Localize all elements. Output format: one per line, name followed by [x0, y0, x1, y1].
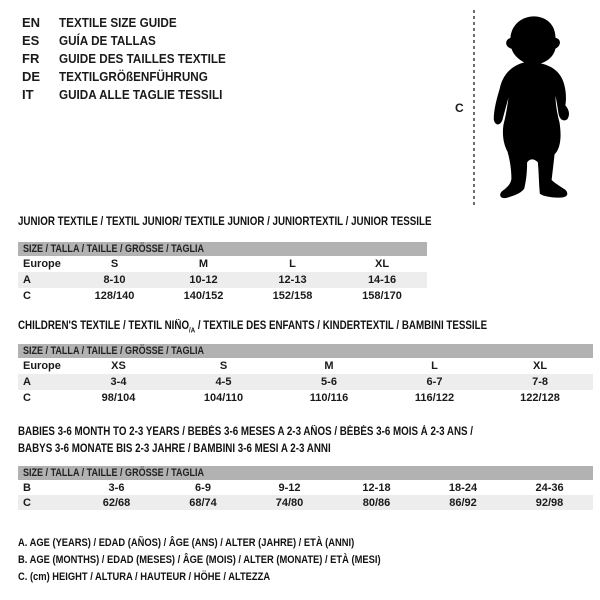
- size-cell: 7-8: [487, 374, 593, 390]
- size-cell: 24-36: [535, 481, 564, 494]
- row-label: A: [18, 374, 66, 390]
- size-cell: 92/98: [506, 495, 593, 510]
- baby-silhouette-icon: [483, 7, 581, 206]
- size-cell: L: [289, 258, 296, 270]
- babies-table-title-line1: BABIES 3-6 MONTH TO 2-3 YEARS / BEBÉS 3-6 MESES A 2-3 AÑOS / BÉBÉS 3-6 MOIS À 2-3 ANS /: [18, 426, 474, 438]
- language-title: GUIDE DES TAILLES TEXTILE: [59, 50, 226, 66]
- footnote-b: B. AGE (MONTHS) / EDAD (MESES) / ÂGE (MOIS) / ALTER (MONATE) / ETÀ (MESI): [18, 554, 381, 566]
- language-row: [22, 67, 244, 85]
- size-cell: 140/152: [183, 290, 224, 302]
- junior-size-table: [18, 242, 427, 304]
- size-cell: 9-12: [278, 481, 301, 494]
- height-measure-line: [473, 10, 475, 207]
- table-row: [18, 480, 593, 495]
- size-cell: 4-5: [171, 374, 276, 390]
- size-cell: XL: [374, 258, 390, 270]
- size-cell: 6-9: [195, 481, 211, 494]
- size-cell: 62/68: [73, 495, 160, 510]
- size-cell: 110/116: [309, 392, 349, 404]
- language-title: TEXTILE SIZE GUIDE: [59, 14, 177, 30]
- size-cell: 3-6: [108, 481, 125, 494]
- row-label: A: [18, 272, 70, 288]
- height-measure-label: C: [455, 101, 464, 115]
- row-label: Europe: [23, 258, 61, 270]
- language-code: FR: [22, 50, 40, 66]
- children-size-table: [18, 344, 593, 406]
- footnote-c: C. (cm) HEIGHT / ALTURA / HAUTEUR / HÖHE / ALTEZZA: [18, 571, 271, 583]
- size-cell: 104/110: [203, 392, 244, 404]
- size-header-row: [18, 344, 593, 358]
- size-cell: 122/128: [520, 392, 560, 404]
- size-cell: 158/170: [362, 290, 402, 302]
- size-header-cell: [18, 242, 427, 256]
- language-title: TEXTILGRÖßENFÜHRUNG: [59, 68, 208, 84]
- junior-table-title: JUNIOR TEXTILE / TEXTIL JUNIOR/ TEXTILE JUNIOR / JUNIORTEXTIL / JUNIOR TESSILE: [18, 216, 432, 228]
- size-cell: 12-13: [248, 272, 337, 288]
- language-title: GUIDA ALLE TAGLIE TESSILI: [59, 86, 223, 102]
- language-code: IT: [22, 86, 34, 102]
- babies-table-title-line2: BABYS 3-6 MONATE BIS 2-3 JAHRE / BAMBINI 3-6 MESI A 2-3 ANNI: [18, 443, 331, 455]
- size-cell: 98/104: [101, 392, 136, 404]
- size-cell: 8-10: [70, 272, 159, 288]
- size-header-label: SIZE / TALLA / TAILLE / GRÖSSE / TAGLIA: [23, 243, 205, 255]
- size-header-row: [18, 242, 427, 256]
- size-cell: 80/86: [333, 495, 420, 510]
- size-cell: 14-16: [337, 272, 427, 288]
- size-header-cell: [18, 466, 593, 480]
- size-header-label: SIZE / TALLA / TAILLE / GRÖSSE / TAGLIA: [23, 345, 205, 357]
- size-cell: L: [431, 360, 438, 372]
- size-cell: M: [198, 258, 209, 270]
- row-label: C: [23, 290, 31, 302]
- language-row: [22, 85, 244, 103]
- row-label: C: [18, 495, 73, 510]
- row-label: B: [23, 481, 31, 494]
- table-row: [18, 288, 427, 304]
- table-row: [18, 374, 593, 390]
- language-header: [22, 13, 244, 103]
- language-code: EN: [22, 14, 41, 30]
- row-label: Europe: [23, 360, 61, 372]
- size-cell: 86/92: [420, 495, 506, 510]
- children-title-prefix: CHILDREN'S TEXTILE / TEXTIL NIÑO: [18, 320, 190, 332]
- footnote-a: A. AGE (YEARS) / EDAD (AÑOS) / ÂGE (ANS) / ALTER (JAHRE) / ETÀ (ANNI): [18, 537, 355, 549]
- size-cell: S: [110, 258, 119, 270]
- table-row: [18, 358, 593, 374]
- language-title: GUÍA DE TALLAS: [59, 32, 156, 48]
- size-cell: XS: [111, 360, 126, 372]
- size-cell: 6-7: [382, 374, 487, 390]
- size-header-cell: [18, 344, 593, 358]
- table-row: [18, 272, 427, 288]
- size-cell: 128/140: [94, 290, 135, 302]
- size-cell: 10-12: [159, 272, 248, 288]
- children-title-sub: /A: [189, 326, 196, 335]
- children-title-suffix: / TEXTILE DES ENFANTS / KINDERTEXTIL / BAMBINI TESSILE: [195, 320, 488, 332]
- language-code: ES: [22, 32, 40, 48]
- language-row: [22, 49, 244, 67]
- size-header-label: SIZE / TALLA / TAILLE / GRÖSSE / TAGLIA: [23, 467, 205, 479]
- size-cell: XL: [533, 360, 548, 372]
- table-row: [18, 256, 427, 272]
- size-cell: 68/74: [160, 495, 246, 510]
- size-cell: 116/122: [414, 392, 455, 404]
- size-cell: 3-4: [66, 374, 171, 390]
- babies-size-table: [18, 466, 593, 510]
- language-row: [22, 31, 244, 49]
- size-header-row: [18, 466, 593, 480]
- table-row: [18, 390, 593, 406]
- table-row: [18, 495, 593, 510]
- language-code: DE: [22, 68, 41, 84]
- row-label: C: [23, 392, 31, 404]
- language-row: [22, 13, 244, 31]
- size-cell: 12-18: [362, 481, 391, 494]
- size-cell: 152/158: [272, 290, 313, 302]
- size-cell: M: [324, 360, 334, 372]
- children-table-title: [18, 320, 487, 334]
- size-cell: 18-24: [448, 481, 478, 494]
- size-cell: 5-6: [276, 374, 382, 390]
- size-cell: S: [219, 360, 228, 372]
- size-cell: 74/80: [246, 495, 333, 510]
